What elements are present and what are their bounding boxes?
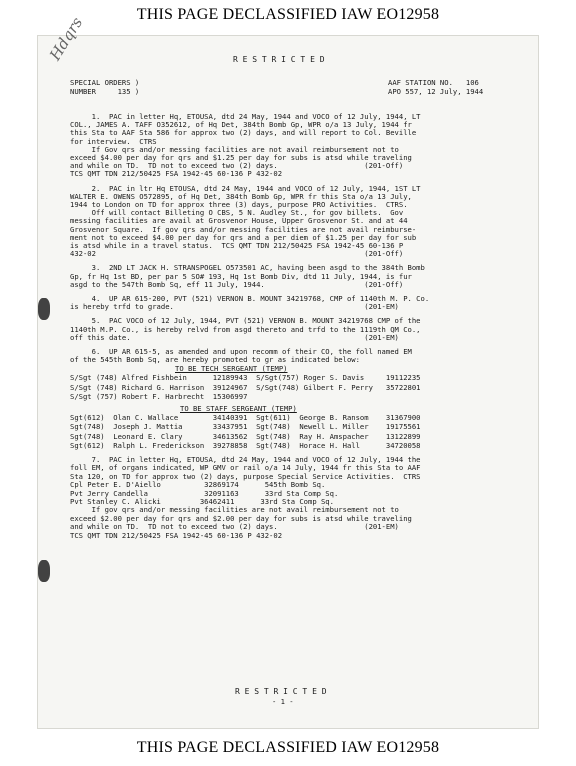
promotion-row: S/Sgt (748) Richard G. Harrison 39124967 S/Sgt(748) Gilbert F. Perry 35722801 xyxy=(70,382,421,392)
order-number: NUMBER 135 ) xyxy=(70,87,140,96)
body-line: 7. PAC in letter Hq, ETOUSA, dtd 24 May, 1944 and VOCO of 12 July, 1944 the xyxy=(70,454,421,464)
body-line: 1140th M.P. Co., is hereby relvd from asgd thereto and trfd to the 1119th QM Co., xyxy=(70,324,421,334)
body-line: 432-02 (201-Off) xyxy=(70,249,404,259)
promotion-row: Sgt(612) Ralph L. Frederickson 39278858 Sgt(748) Horace H. Hall 34720058 xyxy=(70,441,421,451)
body-line: 3. 2ND LT JACK H. STRANSPOGEL O573501 AC, having been asgd to the 384th Bomb xyxy=(70,263,425,273)
body-line: 1944 to London on TD for approx three (3) days, purpose PRO Activities. CTRS. xyxy=(70,200,408,209)
body-line: Gp, fr Hq 1st BD, per par 5 SO# 193, Hq 1st Bomb Div, dtd 11 July, 1944, is fur xyxy=(70,271,412,281)
promotion-row: S/Sgt (748) Alfred Fishbein 12189943 S/Sgt(757) Roger S. Davis 19112235 xyxy=(70,373,421,383)
body-line: Pvt Jerry Candella 32091163 33rd Sta Comp Sq. xyxy=(70,488,339,498)
body-line: TCS QMT TDN 212/50425 FSA 1942-45 60-136 P 432-02 xyxy=(70,530,283,540)
body-line: COL., JAMES A. TAFF O352612, of Hq Det, 384th Bomb Gp, WPR o/a 13 July, 1944 fr xyxy=(70,120,412,130)
body-line: 4. UP AR 615-200, PVT (521) VERNON B. MOUNT 34219768, CMP of 1140th M. P. Co. xyxy=(70,294,430,303)
body-line: If gov qrs and/or messing facilities are not avail reimbursement not to xyxy=(70,505,399,515)
body-line: 2. PAC in ltr Hq ETOUSA, dtd 24 May, 1944 and VOCO of 12 July, 1944, 1ST LT xyxy=(70,183,421,193)
body-line: Sta 120, on TD for approx two (2) days, purpose Special Service Activities. CTRS xyxy=(70,471,421,481)
body-line: Pvt Stanley C. Alicki 36462411 33rd Sta Comp Sq. xyxy=(70,496,334,506)
body-line: ment not to exceed $4.00 per day for qrs and a per diem of $1.25 per day for sub xyxy=(70,232,417,242)
declassified-banner-top: THIS PAGE DECLASSIFIED IAW EO12958 xyxy=(136,6,440,23)
body-line: is hereby trfd to grade. (201-EM) xyxy=(70,302,399,312)
promotion-row: Sgt(612) Olan C. Wallace 34140391 Sgt(611) George B. Ransom 31367900 xyxy=(70,412,421,422)
section-heading: TO BE TECH SERGEANT (TEMP) xyxy=(175,364,288,374)
promotion-row: Sgt(748) Joseph J. Mattia 33437951 Sgt(748) Newell L. Miller 19175561 xyxy=(70,422,421,432)
body-line: and while on TD. TD not to exceed two (2) days. (201-EM) xyxy=(70,522,399,532)
body-line: Grosvenor Square. If gov qrs and/or messing facilities are not avail reimburse- xyxy=(70,224,417,234)
body-line: WALTER E. OWENS O572895, of Hq Det, 384th Bomb Gp, WPR fr this Sta o/a 13 July, xyxy=(70,191,412,201)
classification-header: R E S T R I C T E D xyxy=(233,55,325,64)
body-line: asgd to the 547th Bomb Sq, eff 11 July, 1944. (201-Off) xyxy=(70,279,404,289)
promotion-row: Sgt(748) Leonard E. Clary 34613562 Sgt(748) Ray H. Amspacher 13122899 xyxy=(70,431,421,441)
body-line: exceed $4.00 per day for qrs and $1.25 per day for subs is atsd while traveling xyxy=(70,153,412,162)
body-line: exceed $2.00 per day for qrs and $2.00 per day for subs is atsd while traveling xyxy=(70,513,412,523)
body-line: TCS QMT TDN 212/50425 FSA 1942-45 60-136 P 432-02 xyxy=(70,169,283,179)
classification-footer: R E S T R I C T E D xyxy=(235,687,327,696)
declassified-banner-bottom: THIS PAGE DECLASSIFIED IAW EO12958 xyxy=(136,739,440,756)
handwritten-annotation: Hdqrs xyxy=(46,14,87,64)
station-number: AAF STATION NO. 106 xyxy=(388,78,479,87)
body-line: foll EM, of organs indicated, WP GMV or rail o/a 14 July, 1944 fr this Sta to AAF xyxy=(70,463,421,473)
body-line: off this date. (201-EM) xyxy=(70,332,399,342)
body-line: 6. UP AR 615-5, as amended and upon recomm of their CO, the foll named EM xyxy=(70,347,412,356)
body-line: 1. PAC in letter Hq, ETOUSA, dtd 24 May, 1944 and VOCO of 12 July, 1944, LT xyxy=(70,112,421,121)
body-line: messing facilities are avail at Grosvenor House, Upper Grosvenor St. and at 44 xyxy=(70,216,408,226)
apo-date: APO 557, 12 July, 1944 xyxy=(388,87,484,96)
body-line: of the 545th Bomb Sq, are hereby promoted to gr as indicated below: xyxy=(70,355,360,365)
punch-hole-mark xyxy=(38,298,50,320)
promotion-row: S/Sgt (757) Robert F. Harbrecht 15306997 xyxy=(70,392,248,402)
body-line: this Sta to AAF Sta 586 for approx two (2) days, and will report to Col. Beville xyxy=(70,128,417,138)
body-line: for interview. CTRS xyxy=(70,136,157,146)
body-line: If Gov qrs and/or messing facilities are not avail reimbursement not to xyxy=(70,144,399,154)
section-heading: TO BE STAFF SERGEANT (TEMP) xyxy=(180,403,297,413)
punch-hole-mark xyxy=(38,560,50,582)
body-line: is atsd while in a travel status. TCS QMT TDN 212/50425 FSA 1942-45 60-136 P xyxy=(70,241,404,250)
body-line: and while on TD. TD not to exceed two (2) days. (201-Off) xyxy=(70,161,404,171)
page-number: - 1 - xyxy=(272,697,294,706)
body-line: 5. PAC VOCO of 12 July, 1944, PVT (521) VERNON B. MOUNT 34219768 CMP of the xyxy=(70,316,421,326)
body-line: Off will contact Billeting O CBS, 5 N. Audley St., for gov billets. Gov xyxy=(70,208,404,218)
body-line: Cpl Peter E. D'Aiello 32869174 545th Bomb Sq. xyxy=(70,480,326,490)
special-orders-label: SPECIAL ORDERS ) xyxy=(70,78,140,87)
